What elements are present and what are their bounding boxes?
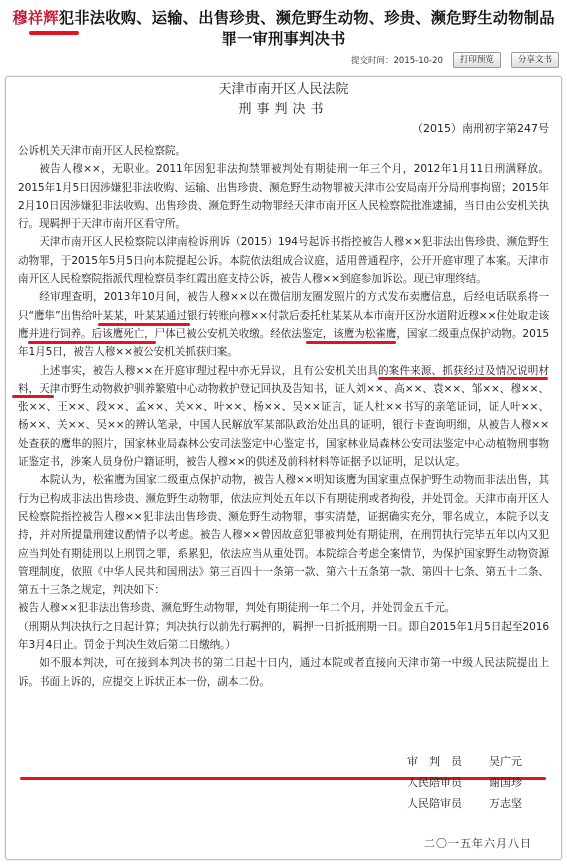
signature-juror-2: 人民陪审员 万志坚 — [407, 797, 522, 810]
defendant-paragraph: 被告人穆××，无职业。2011年因犯非法拘禁罪被判处有期徒刑一年三个月，2012年1月11日刑满释放。2015年1月5日因涉嫌犯非法收购、运输、出售珍贵、濒危野生动物罪被天津市公安局南开分局刑事拘留；2015年2月10日因涉嫌犯非法收购、出售珍贵、濒危野生动物罪经天津市南开区人民检察院批准逮捕，当日由公安机关执行。现羁押于天津市南开区看守所。 — [18, 163, 549, 231]
procedure-paragraph: 天津市南开区人民检察院以津南检诉刑诉（2015）194号起诉书指控被告人穆××犯非法出售珍贵、濒危野生动物罪，于2015年5月5日向本院提起公诉。本院依法组成合议庭，适用普通程序，公开开庭审理了本案。天津市南开区人民检察院指派代理检察员李红霞出庭支持公诉，被告人穆××到庭参加诉讼。现已审理终结。 — [18, 236, 549, 286]
share-button[interactable]: 分享文书 — [511, 52, 559, 68]
evidence-paragraph: 上述事实，被告人穆××在开庭审理过程中亦无异议，且有公安机关出具的案件来源、抓获经过及情况说明材料，天津市野生动物救护驯养繁殖中心动物救护登记回执及告知书，证人刘××、高××、袁××、邹××、穆××、张××、王××、段××、孟××、关××、叶××、杨××、吴××证言，证人杜××书写的亲笔证词，证人叶××、杨××、关××、吴××的辨认笔录，中国人民解放军某部队政治处出具的证明，银行卡查询明细，从被告人穆××处查获的鹰隼的照片，国家林业局森林公安司法鉴定中心鉴定书，国家林业局森林公安司法鉴定中心动植物刑事物证鉴定书，涉案人员身份户籍证明，被告人穆××的供述及前科材料等证据予以证明，足以认定。 — [18, 364, 549, 469]
sentence-note-paragraph: （刑期从判决执行之日起计算；判决执行以前先行羁押的，羁押一日折抵刑期一日。即自2015年1月5日起至2016年3月4日止。罚金于判决生效后第二日缴纳。） — [18, 620, 549, 652]
case-number: （2015）南刑初字第247号 — [412, 122, 549, 135]
submit-time: 提交时间：2015-10-20 — [351, 56, 443, 66]
appeal-paragraph: 如不服本判决，可在接到本判决书的第二日起十日内，通过本院或者直接向天津市第一中级人民法院提出上诉。书面上诉的，应提交上诉状正本一份，副本二份。 — [18, 657, 549, 688]
verdict-paragraph: 被告人穆××犯非法出售珍贵、濒危野生动物罪，判处有期徒刑一年二个月，并处罚金五千元。 — [18, 602, 456, 615]
signature-judge: 审 判 员 吴广元 — [407, 755, 522, 768]
judgment-date: 二〇一五年六月八日 — [424, 837, 532, 850]
court-name: 天津市南开区人民法院 — [218, 82, 349, 97]
page-title — [8, 8, 559, 50]
name-underline — [29, 31, 79, 35]
facts-paragraph: 经审理查明，2013年10月间，被告人穆××以在微信朋友圈发照片的方式发布卖鹰信息，后经电话联系将一只“鹰隼”出售给叶某某，叶某某通过银行转账向穆××付款后委托杜某某从本市南开区汾水道附近穆××住处取走该鹰并进行饲养。后该鹰死亡，尸体已被公安机关收缴。经依法鉴定，该鹰为松雀鹰，国家二级重点保护动物。2015年1月5日，被告人穆××被公安机关抓获归案。 — [18, 291, 549, 359]
highlight-mark-species — [12, 395, 54, 398]
highlight-mark-sale — [28, 341, 156, 344]
judgment-body — [18, 142, 549, 691]
prosecutor-paragraph: 公诉机关天津市南开区人民检察院。 — [18, 145, 186, 157]
reasoning-paragraph: 本院认为，松雀鹰为国家二级重点保护动物，被告人穆××明知该鹰为国家重点保护野生动物而非法出售，其行为已构成非法出售珍贵、濒危野生动物罪，依法应判处五年以下有期徒刑或者拘役，并处罚金。天津市南开区人民检察院指控被告人穆××犯非法出售珍贵、濒危野生动物罪，事实清楚，证据确实充分，罪名成立，本院予以支持，并对所提量刑建议酌情予以考虑。被告人穆××曾因故意犯罪被判处有期徒刑，在刑罚执行完毕五年以内又犯应当判处有期徒刑以上刑罚之罪，系累犯，依法应当从重处罚。本院综合考虑全案情节，为保护国家野生动物资源管理制度，依照《中华人民共和国刑法》第三百四十一条第一款、第六十五条第一款、第四十七条、第五十二条、第五十三条之规定，判决如下： — [18, 474, 549, 597]
highlight-mark-appraisal — [378, 377, 548, 380]
signature-juror-1: 人民陪审员 谢国珍 — [407, 776, 522, 789]
highlight-mark-date — [98, 323, 190, 326]
defendant-name: 穆祥辉 — [12, 9, 59, 27]
title-text: 犯非法收购、运输、出售珍贵、濒危野生动物、珍贵、濒危野生动物制品罪一审刑事判决书 — [58, 9, 555, 48]
meta-bar — [351, 52, 559, 68]
document-type: 刑事判决书 — [238, 102, 329, 117]
highlight-mark-payment — [306, 341, 396, 344]
page-header — [0, 0, 567, 76]
print-preview-button[interactable]: 打印预览 — [453, 52, 501, 68]
document-card — [5, 76, 562, 860]
